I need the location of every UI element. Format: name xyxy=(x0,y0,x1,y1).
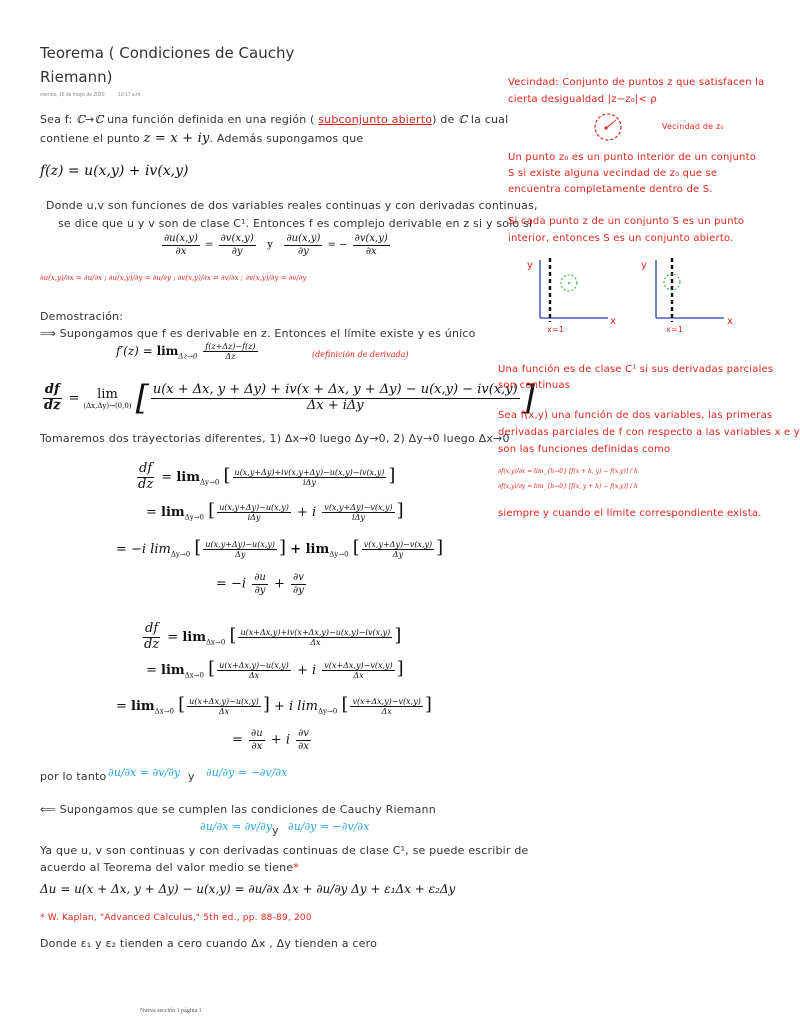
partial-notation-note: ∂u(x,y)/∂x = ∂u/∂x ; ∂u(x,y)/∂y = ∂u/∂y ; ∂v(x,y)/∂x = ∂v/∂x ; ∂v(x,y)/∂y = ∂v/∂y xyxy=(40,274,307,282)
path2-eq1: $\frac{df}{dz}$ = $\lim_{\Delta x\to 0}$ [ $\frac{u(x+\Delta x,y)+iv(x+\Delta x,y)-u(x,y)-iv(x,y)}{\Delta x}$ ] xyxy=(144,621,402,652)
partial-def-x: ∂f(x,y)/∂x = lim_{h→0} [f(x + h, y) − f(x,y)] / h xyxy=(498,468,638,475)
cauchy-riemann-equations: $\frac{\partial u(x,y)}{\partial x}$ = $\frac{\partial v(x,y)}{\partial y}$ y $\frac{\partial u(x,y)}{\partial y}$ = − $\frac{\partial v(x,y)}{\partial x}$ xyxy=(164,233,388,257)
page-footer: Nueva sección 1 página 1 xyxy=(140,1008,202,1014)
interior-note-3: encuentra completamente dentro de S. xyxy=(508,184,713,195)
path1-eq1: $\frac{df}{dz}$ = $\lim_{\Delta y\to 0}$ [ $\frac{u(x,y+\Delta y)+iv(x,y+\Delta y)-u(x,y)-iv(x,y)}{\text{iΔy}}$ ] xyxy=(138,461,396,492)
clase-note-1: Una función es de clase C¹ si sus derivadas parciales xyxy=(498,364,774,375)
intro-line-2: contiene el punto z = x + iy. Además supongamos que xyxy=(40,131,364,146)
interior-note-1: Un punto z₀ es un punto interior de un conjunto xyxy=(508,152,757,163)
diagram2-x-label: x xyxy=(727,316,734,327)
page-title-line2: Riemann) xyxy=(40,68,113,86)
converse-eq1: ∂u/∂x = ∂v/∂y xyxy=(200,820,273,833)
cond-line-1: Donde u,v son funciones de dos variables reales continuas y con derivadas continuas, xyxy=(46,199,538,212)
converse-line-1: ⟸ Supongamos que se cumplen las condiciones de Cauchy Riemann xyxy=(40,803,436,816)
diagram1-x-label: x xyxy=(610,316,617,327)
page-title: Teorema ( Condiciones de Cauchy xyxy=(40,44,295,62)
conclusion-eq1: ∂u/∂x = ∂v/∂y xyxy=(108,766,181,779)
abierto-note-2: interior, entonces S es un conjunto abierto. xyxy=(508,233,734,244)
conclusion-eq2: ∂u/∂y = −∂v/∂x xyxy=(206,766,288,779)
diagram1-y-label: y xyxy=(527,260,534,271)
path1-eq3: = −i $\lim_{\Delta y\to 0}$ [ $\frac{u(x,y+\Delta y)-u(x,y)}{\Delta y}$ ] + $\lim_{\Delta y\to 0}$ [ $\frac{v(x,y+\Delta y)-v(x,y)}{\Delta y}$ ] xyxy=(116,537,444,559)
page-time: 10:17 a.m. xyxy=(118,92,142,98)
conclusion-y: y xyxy=(188,770,195,783)
converse-eq2: ∂u/∂y = −∂v/∂x xyxy=(288,820,370,833)
open-set-diagram-2 xyxy=(636,252,736,336)
cond-line-2: se dice que u y v son de clase C¹. Entonces f es complejo derivable en z si y solo si xyxy=(58,217,533,230)
definition-note: (definición de derivada) xyxy=(312,350,409,359)
diagram2-y-label: y xyxy=(641,260,648,271)
donde-line: Donde ε₁ y ε₂ tienden a cero cuando Δx , Δy tienden a cero xyxy=(40,937,378,950)
converse-y: y xyxy=(272,824,279,837)
diagram1-xline-label: x=1 xyxy=(547,325,565,334)
path1-eq4: = −i $\frac{\partial u}{\partial y}$ + $\frac{\partial v}{\partial y}$ xyxy=(216,572,304,596)
sea-note-3: son las funciones definidas como xyxy=(498,444,671,455)
path2-eq2: = $\lim_{\Delta x\to 0}$ [ $\frac{u(x+\Delta x,y)-u(x,y)}{\Delta x}$ + i $\frac{v(x+\Delta x,y)-v(x,y)}{\Delta x}$ ] xyxy=(146,658,404,680)
demo-heading: Demostración: xyxy=(40,310,124,323)
demo-line-1: ⟹ Supongamos que f es derivable en z. Entonces el límite existe y es único xyxy=(40,327,476,340)
vecindad-note-2: cierta desigualdad |z−z₀|< ρ xyxy=(508,94,657,105)
path2-eq3: = $\lim_{\Delta x\to 0}$ [ $\frac{u(x+\Delta x,y)-u(x,y)}{\Delta x}$ ] + i $\lim_{\Delta y\to 0}$ [ $\frac{v(x+\Delta x,y)-v(x,y)}{\Delta x}$ ] xyxy=(116,694,432,716)
diagram2-xline-label: x=1 xyxy=(666,325,684,334)
derivative-definition: $f'(z) = \lim_{\Delta z\to 0}$ $\frac{f(z+\Delta z)-f(z)}{\Delta z}$ xyxy=(116,342,256,362)
por-lo-tanto: por lo tanto xyxy=(40,770,107,783)
converse-line-2: Ya que u, v son continuas y con derivadas continuas de clase C¹, se puede escribir de xyxy=(40,844,529,857)
page-date: viernes, 15 de mayo de 2020 xyxy=(40,92,105,98)
kaplan-reference: * W. Kaplan, "Advanced Calculus," 5th ed., pp. 88-89, 200 xyxy=(40,913,312,923)
trayectorias-line: Tomaremos dos trayectorias diferentes, 1) Δx→0 luego Δy→0, 2) Δy→0 luego Δx→0 xyxy=(40,432,510,445)
big-limit-equation: $\frac{df}{dz}$ = lim (Δx,Δy)→(0,0) [ $\frac{u(x + \Delta x, y + \Delta y) + iv(x + \Delta x, y + \Delta y) - u(x,y) - iv(x,y)}{\text{Δx + iΔy}}$ ] xyxy=(44,378,535,418)
open-set-diagram-1 xyxy=(520,252,620,336)
path2-eq4: = $\frac{\partial u}{\partial x}$ + i $\frac{\partial v}{\partial x}$ xyxy=(232,728,309,752)
clase-note-2: son continuas xyxy=(498,380,571,391)
abierto-note-1: Si cada punto z de un conjunto S es un punto xyxy=(508,216,745,227)
mean-value-equation: Δu = u(x + Δx, y + Δy) − u(x,y) = ∂u/∂x Δx + ∂u/∂y Δy + ε₁Δx + ε₂Δy xyxy=(40,882,456,896)
fz-equation: f(z) = u(x,y) + iv(x,y) xyxy=(40,163,189,179)
interior-note-2: S si existe alguna vecindad de z₀ que se xyxy=(508,168,718,179)
partial-def-y: ∂f(x,y)/∂y = lim_{h→0} [f(x, y + h) − f(x,y)] / h xyxy=(498,483,638,490)
sea-note-1: Sea f(x,y) una función de dos variables, las primeras xyxy=(498,410,773,421)
vecindad-note-1: Vecindad: Conjunto de puntos z que satisfacen la xyxy=(508,77,765,88)
vecindad-circle-diagram xyxy=(588,110,628,144)
subconjunto-abierto-link: subconjunto abierto xyxy=(318,113,433,126)
converse-line-3: acuerdo al Teorema del valor medio se tiene* xyxy=(40,861,299,874)
path1-eq2: = $\lim_{\Delta y\to 0}$ [ $\frac{u(x,y+\Delta y)-u(x,y)}{\text{iΔy}}$ + i $\frac{v(x,y+\Delta y)-v(x,y)}{\text{iΔy}}$ ] xyxy=(146,500,404,522)
sea-note-2: derivadas parciales de f con respecto a las variables x e y xyxy=(498,427,800,438)
siempre-note: siempre y cuando el límite correspondiente exista. xyxy=(498,508,762,519)
intro-line-1: Sea f: ℂ→ℂ una función definida en una región ( subconjunto abierto) de ℂ la cual xyxy=(40,113,509,126)
vecindad-label: Vecindad de z₀ xyxy=(662,122,724,131)
